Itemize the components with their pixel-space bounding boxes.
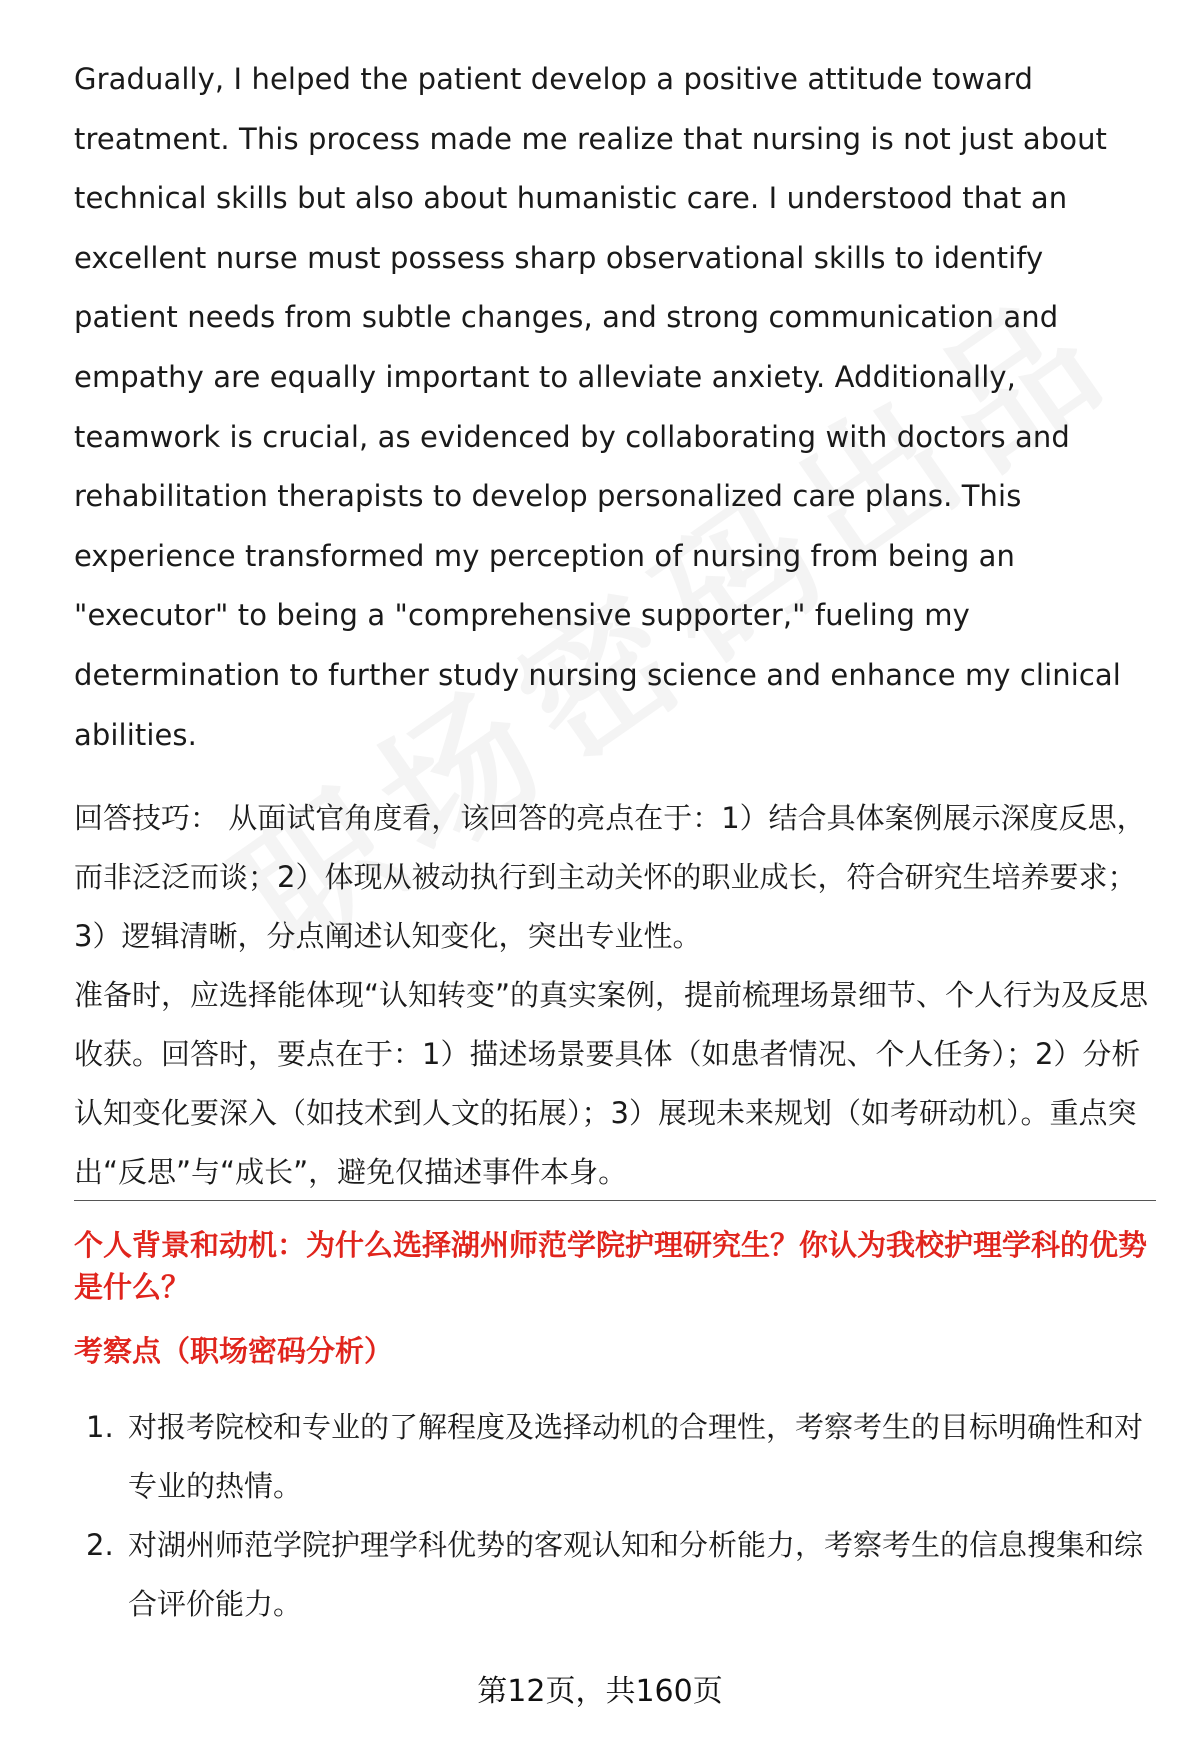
english-paragraph: Gradually, I helped the patient develop a positive attitude toward treatment. This process made me realize that nursing is not just about technical skills but also about humanistic care. I understood that an excellent nurse must possess sharp observational skills to identify patient needs from subtle changes, and strong communication and empathy are equally important to alleviate anxiety. Additionally, teamwork is crucial, as evidenced by collaborating with doctors and rehabilitation therapists to develop personalized care plans. This experience transformed my perception of nursing from being an "executor" to being a "comprehensive supporter," fueling my determination to further study nursing science and enhance my clinical abilities. (74, 62, 1121, 752)
assessment-points-list (74, 1398, 1158, 1634)
list-item-number: 1. (86, 1410, 114, 1444)
list-item (74, 1398, 1158, 1516)
page-footer: 第12页，共160页 (477, 1674, 723, 1709)
question-section (74, 1224, 1158, 1634)
section-divider (74, 1200, 1156, 1201)
preparation-paragraph: 准备时，应选择能体现“认知转变”的真实案例，提前梳理场景细节、个人行为及反思收获。回答时，要点在于：1）描述场景要具体（如患者情况、个人任务）；2）分析认知变化要深入（如技术到人文的拓展）；3）展现未来规划（如考研动机）。重点突出“反思”与“成长”，避免仅描述事件本身。 (74, 978, 1149, 1190)
list-item-text: 对湖州师范学院护理学科优势的客观认知和分析能力，考察考生的信息搜集和综合评价能力。 (128, 1528, 1144, 1621)
list-item-text: 对报考院校和专业的了解程度及选择动机的合理性，考察考生的目标明确性和对专业的热情。 (128, 1410, 1144, 1503)
answer-tips-paragraph: 回答技巧： 从面试官角度看，该回答的亮点在于：1）结合具体案例展示深度反思，而非泛泛而谈；2）体现从被动执行到主动关怀的职业成长，符合研究生培养要求；3）逻辑清晰，分点阐述认知变化，突出专业性。 (74, 801, 1146, 954)
question-title: 个人背景和动机：为什么选择湖州师范学院护理研究生？你认为我校护理学科的优势是什么？ (74, 1228, 1148, 1304)
list-item (74, 1516, 1158, 1634)
list-item-number: 2. (86, 1528, 114, 1562)
document-body (74, 50, 1150, 1202)
assessment-points-heading: 考察点（职场密码分析） (74, 1334, 394, 1368)
